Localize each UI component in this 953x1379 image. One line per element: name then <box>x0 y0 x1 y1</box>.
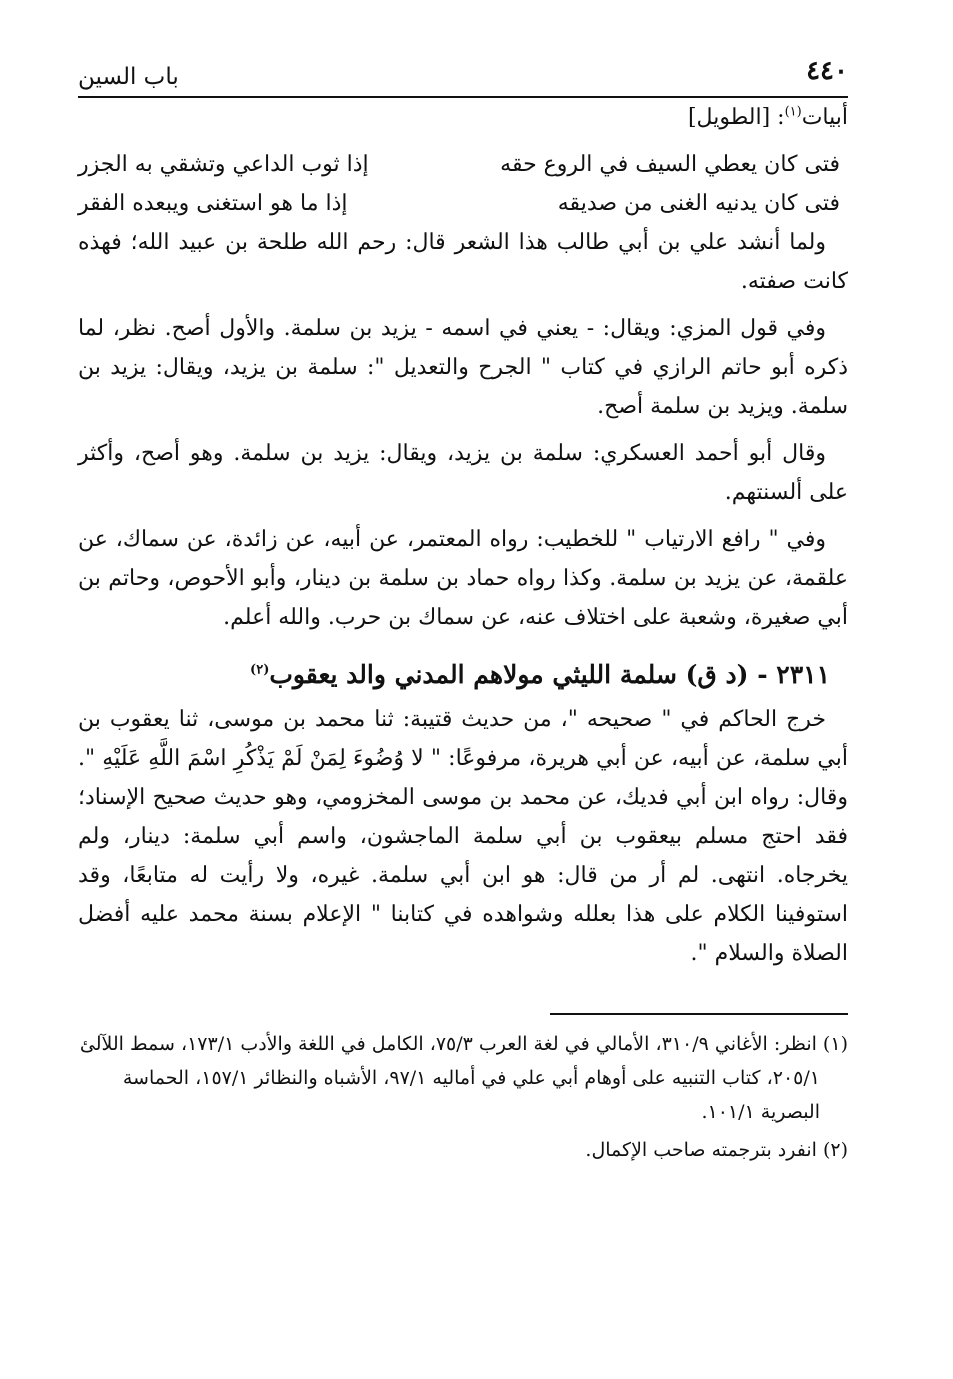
verse-line <box>78 145 848 184</box>
verse-intro <box>78 98 848 137</box>
paragraph: وقال أبو أحمد العسكري: سلمة بن يزيد، ويقال: يزيد بن سلمة. وهو أصح، وأكثر على ألسنتهم. <box>78 441 848 505</box>
main-text <box>78 98 848 973</box>
verse-hemistich-first: فتى كان يعطي السيف في الروع حقه <box>500 152 840 177</box>
running-title: باب السين <box>78 64 179 90</box>
paragraph: وفي " رافع الارتياب " للخطيب: رواه المعتمر، عن أبيه، عن زائدة، عن سماك، عن علقمة، عن يزيد بن سلمة. وكذا رواه حماد بن سلمة بن دينار، وأبو الأحوص، وحاتم بن أبي صغيرة، وشعبة على اختلاف عنه، عن سماك بن حرب. والله أعلم. <box>78 527 848 630</box>
paragraph: وفي قول المزي: ويقال: - يعني في اسمه - يزيد بن سلمة. والأول أصح. نظر، لما ذكره أبو حاتم الرازي في كتاب " الجرح والتعديل ": سلمة بن يزيد، ويقال: يزيد بن سلمة. ويزيد بن سلمة أصح. <box>78 316 848 419</box>
entry-text: خرج الحاكم في " صحيحه "، من حديث قتيبة: ثنا محمد بن موسى، ثنا يعقوب بن أبي سلمة، عن أبيه، عن أبي هريرة، مرفوعًا: " لا وُضُوءَ لِمَنْ لَمْ يَذْكُرِ اسْمَ اللَّهِ عَلَيْهِ ". وقال: رواه ابن أبي فديك، عن محمد بن موسى المخزومي، وهو حديث صحيح الإسناد؛ فقد احتج مسلم بيعقوب بن أبي سلمة الماجشون، واسم أبي سلمة: دينار، ولم يخرجاه. انتهى. لم أر من قال: هو ابن أبي سلمة. غيره، ولا رأيت له متابعًا، وقد استوفينا الكلام على هذا بعلله وشواهده في كتابنا " الإعلام بسنة محمد عليه أفضل الصلاة والسلام ". <box>78 707 848 966</box>
verse-meter: : [الطويل] <box>687 105 785 130</box>
verse-line <box>78 184 848 223</box>
footnote-1: (١) انظر: الأغاني ٣١٠/٩، الأمالي في لغة العرب ٧٥/٣، الكامل في اللغة والأدب ١٧٣/١، سمط اللآلئ ٢٠٥/١، كتاب التنبيه على أوهام أبي علي في أماليه ٩٧/١، الأشباه والنظائر ١٥٧/١، الحماسة البصرية ١٠١/١. <box>79 1033 848 1123</box>
entry-heading-text: ٢٣١١ - (د ق) سلمة الليثي مولاهم المدني والد يعقوب <box>269 660 830 689</box>
footnote-ref-2: (٢) <box>250 662 270 678</box>
footnote-divider <box>550 1013 848 1015</box>
footnotes <box>78 1027 848 1167</box>
verse-hemistich-second: إذا ما هو استغنى ويبعده الفقر <box>78 191 348 216</box>
page-number: ٤٤٠ <box>806 56 848 86</box>
footnote-2: (٢) انفرد بترجمته صاحب الإكمال. <box>585 1139 848 1161</box>
entry-heading <box>78 655 848 694</box>
verse-hemistich-second: إذا ثوب الداعي وتشقي به الجزر <box>78 152 369 177</box>
paragraph: ولما أنشد علي بن أبي طالب هذا الشعر قال: رحم الله طلحة بن عبيد الله؛ فهذه كانت صفته. <box>78 230 848 294</box>
page-header <box>78 52 848 98</box>
book-page <box>78 52 848 1352</box>
footnote-ref-1: (١) <box>784 104 802 120</box>
verse-intro-label: أبيات <box>801 105 848 130</box>
verse-hemistich-first: فتى كان يدنيه الغنى من صديقه <box>557 191 840 216</box>
